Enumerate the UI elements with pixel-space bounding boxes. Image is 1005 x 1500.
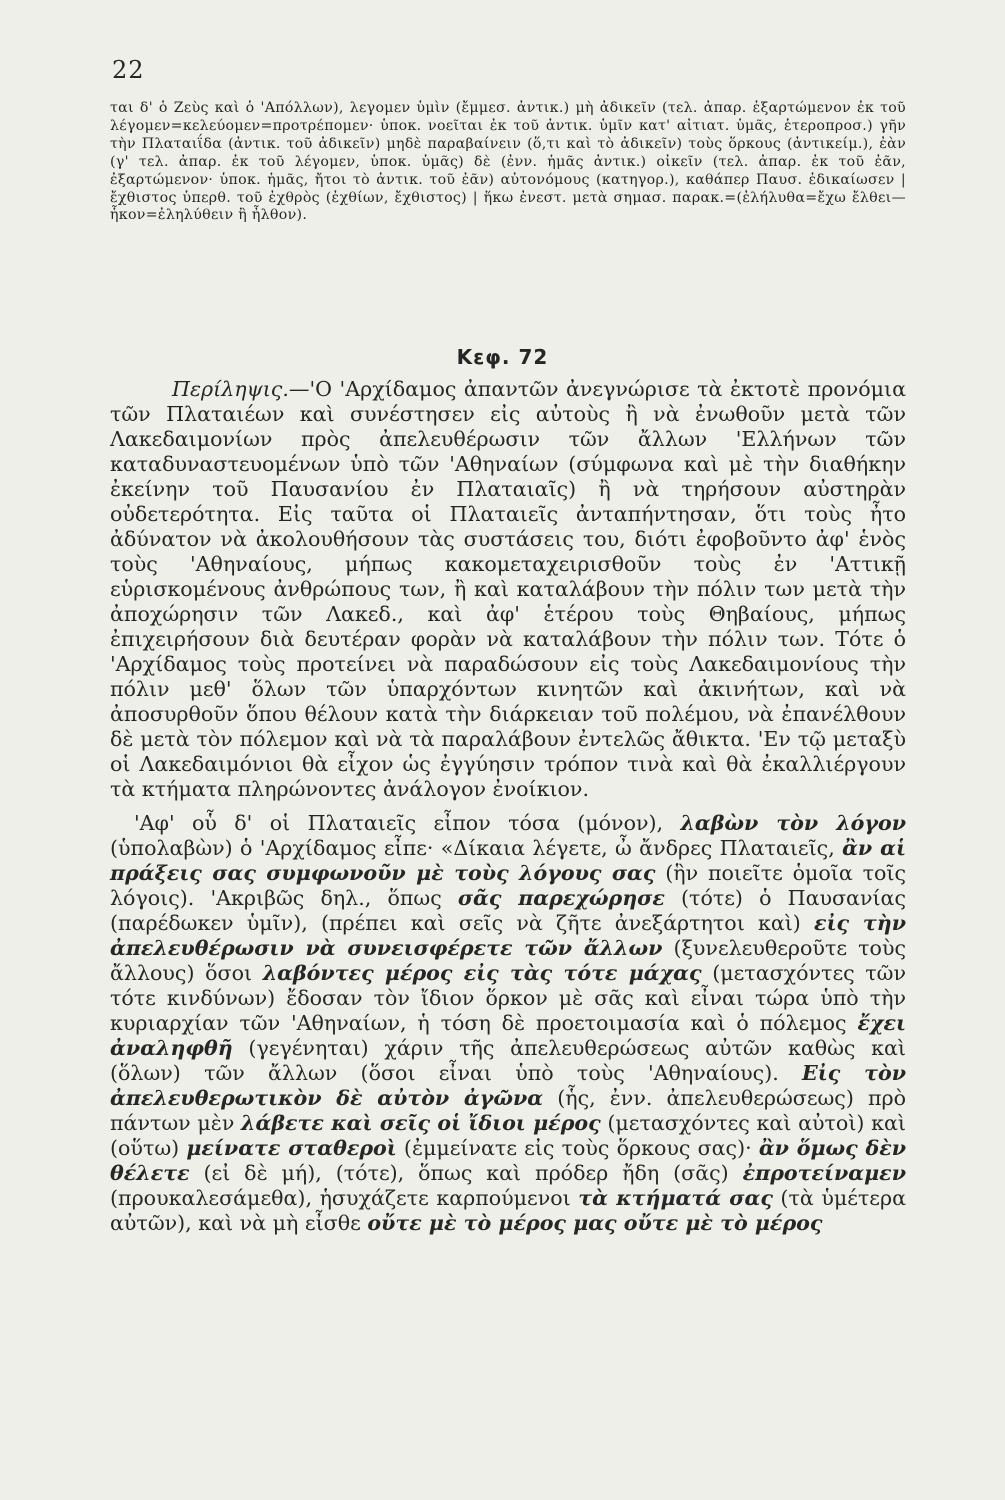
- highlight-phrase: λάβετε καὶ σεῖς οἱ ἴδιοι μέρος: [241, 1111, 601, 1135]
- notes-paragraph: ται δ' ὁ Ζεὺς καὶ ὁ 'Απόλλων), λεγομεν ὑμὶν (ἔμμεσ. ἀντικ.) μὴ ἀδικεῖν (τελ. ἀπαρ. ἐξαρτώμενον ἐκ τοῦ λέγομεν=κελεύομεν=προτρέπομεν· ὑποκ. νοεῖται ἐκ τοῦ ἀντικ. ὑμῖν κατ' αἰτιατ. ὑμᾶς, ἑτεροπροσ.) γῆν τὴν Πλαταιΐδα (ἀντικ. τοῦ ἀδικεῖν) μηδὲ παραβαίνειν (ὅ,τι καὶ τὸ ἀδικεῖν) τοὺς ὅρκους (ἀντικείμ.), ἐὰν (γ' τελ. ἀπαρ. ἐκ τοῦ λέγομεν, ὑποκ. ὑμᾶς) δὲ (ἐνν. ἡμᾶς ἀντικ.) οἰκεῖν (τελ. ἀπαρ. ἐκ τοῦ ἐᾶν, ἐξαρτώμενον· ὑποκ. ἡμᾶς, ἤτοι τὸ ἀντικ. τοῦ ἐᾶν) αὐτονόμους (κατηγορ.), καθάπερ Παυσ. ἐδικαίωσεν | ἔχθιστος ὑπερθ. τοῦ ἐχθρὸς (ἐχθίων, ἔχθιστος) | ἥκω ἐνεστ. μετὰ σημασ. παρακ.=(ἐλήλυθα=ἔχω ἔλθει—ἧκον=ἐληλύθειν ἢ ἦλθον).: [110, 100, 906, 224]
- summary-text: —'Ο 'Αρχίδαμος ἀπαντῶν ἀνεγνώρισε τὰ ἐκτοτὲ προνόμια τῶν Πλαταιέων καὶ συνέστησεν εἰς αὐτοὺς ἢ νὰ ἐνωθοῦν μετὰ τῶν Λακεδαιμονίων πρὸς ἀπελευθέρωσιν τῶν ἄλλων 'Ελλήνων τῶν καταδυναστευομένων ὑπὸ τῶν 'Αθηναίων (σύμφωνα καὶ μὲ τὴν διαθήκην ἐκείνην τοῦ Παυσανίου ἐν Πλαταιαῖς) ἢ νὰ τηρήσουν αὐστηρὰν οὐδετερότητα. Εἰς ταῦτα οἱ Πλαταιεῖς ἀνταπήντησαν, ὅτι τοὺς ἦτο ἀδύνατον νὰ ἀκολουθήσουν τὰς συστάσεις του, διότι ἐφοβοῦντο ἀφ' ἑνὸς τοὺς 'Αθηναίους, μήπως κακομεταχειρισθοῦν τοὺς ἐν 'Αττικῇ εὑρισκομένους ἀνθρώπους των, ἢ καὶ καταλάβουν τὴν πόλιν των μετὰ τὴν ἀποχώρησιν τῶν Λακεδ., καὶ ἀφ' ἑτέρου τοὺς Θηβαίους, μήπως ἐπιχειρήσουν διὰ δευτέραν φορὰν νὰ καταλάβουν τὴν πόλιν των. Τότε ὁ 'Αρχίδαμος τοὺς προτείνει νὰ παραδώσουν εἰς τοὺς Λακεδαιμονίους τὴν πόλιν μεθ' ὅλων τῶν ὑπαρχόντων κινητῶν καὶ ἀκινήτων, καὶ νὰ ἀποσυρθοῦν ὅπου θέλουν κατὰ τὴν διάρκειαν τοῦ πολέμου, νὰ ἐπανέλθουν δὲ μετὰ τὸν πόλεμον καὶ νὰ τὰ παραλάβουν ἐντελῶς ἄθικτα. 'Εν τῷ μεταξὺ οἱ Λακεδαιμόνιοι θὰ εἶχον ὡς ἐγγύησιν τρόπον τινὰ καὶ θὰ ἐκαλλιέργουν τὰ κτήματα πληρώνοντες ἀνάλογον ἐνοίκιον.: [110, 377, 906, 801]
- highlight-phrase: οὔτε μὲ τὸ μέρος μας οὔτε μὲ τὸ μέρος: [367, 1211, 823, 1235]
- main-text: [110, 377, 906, 1236]
- text-run: (γεγένηται) χάριν τῆς ἀπελευθερώσεως αὐτῶν καθὼς καὶ (ὅλων) τῶν ἄλλων (ὅσοι εἶναι ὑπὸ τοὺς 'Αθηναίους).: [110, 1036, 906, 1085]
- page-number: 22: [112, 56, 145, 84]
- highlight-phrase: λαβόντες μέρος εἰς τὰς τότε μάχας: [262, 961, 702, 985]
- text-run: (τότε) ὁ Παυσανίας (παρέδωκεν ὑμῖν), (πρέπει καὶ σεῖς νὰ ζῆτε ἀνεξάρτητοι καὶ): [110, 886, 906, 935]
- highlight-phrase: ἔχει ἀναληφθῆ: [110, 1011, 906, 1060]
- highlight-phrase: ἐπροτείναμεν: [742, 1161, 906, 1185]
- highlight-phrase: μείνατε σταθεροὶ: [186, 1136, 397, 1160]
- highlight-phrase: τὰ κτήματά σας: [578, 1186, 773, 1210]
- highlight-phrase: λαβὼν τὸν λόγον: [680, 811, 906, 835]
- text-run: (ἐμμείνατε εἰς τοὺς ὅρκους σας)·: [396, 1136, 759, 1160]
- text-run: (προυκαλεσάμεθα), ἡσυχάζετε καρπούμενοι: [110, 1186, 579, 1210]
- highlight-phrase: Εἰς τὸν ἀπελευθερωτικὸν δὲ αὐτὸν ἀγῶνα: [110, 1061, 906, 1110]
- chapter-heading: Κεφ. 72: [456, 345, 549, 369]
- text-run: (μετασχόντες τῶν τότε κινδύνων) ἔδοσαν τὸν ἴδιον ὅρκον μὲ σᾶς καὶ εἶναι τώρα ὑπὸ τὴν κυριαρχίαν τῶν 'Αθηναίων, ἡ τόση δὲ προετοιμασία καὶ ὁ πόλεμος: [110, 961, 906, 1035]
- text-run: 'Αφ' οὗ δ' οἱ Πλαταιεῖς εἶπον τόσα (μόνον),: [134, 811, 681, 835]
- translation-paragraph: [110, 811, 906, 1236]
- text-run: (ὑπολαβὼν) ὁ 'Αρχίδαμος εἶπε· «Δίκαια λέγετε, ὦ ἄνδρες Πλαταιεῖς,: [110, 836, 843, 860]
- summary-label: Περίληψις.: [172, 377, 289, 401]
- highlight-phrase: ἂν αἱ πράξεις σας συμφωνοῦν μὲ τοὺς λόγους σας: [110, 836, 906, 885]
- highlight-phrase: εἰς τὴν ἀπελευθέρωσιν νὰ συνεισφέρετε τῶν ἄλλων: [110, 911, 907, 960]
- highlight-phrase: ἂν ὅμως δὲν θέλετε: [110, 1136, 907, 1185]
- text-run: (ἧς, ἐνν. ἀπελευθερώσεως) πρὸ πάντων μὲν: [110, 1086, 907, 1135]
- summary-paragraph: [110, 377, 906, 802]
- text-run: (μετασχόντες καὶ αὐτοὶ) καὶ (οὕτω): [110, 1111, 906, 1160]
- text-run: (ξυνελευθεροῦτε τοὺς ἄλλους) ὅσοι: [110, 936, 906, 985]
- text-run: (εἰ δὲ μή), (τότε), ὅπως καὶ πρόδερ ἤδη (σᾶς): [189, 1161, 743, 1185]
- text-run: (τὰ ὑμέτερα αὐτῶν), καὶ νὰ μὴ εἶσθε: [110, 1186, 906, 1235]
- highlight-phrase: σᾶς παρεχώρησε: [457, 886, 665, 910]
- commentary-notes: [110, 100, 906, 225]
- text-run: (ἣν ποιεῖτε ὁμοῖα τοῖς λόγοις). 'Ακριβῶς δηλ., ὅπως: [110, 861, 906, 910]
